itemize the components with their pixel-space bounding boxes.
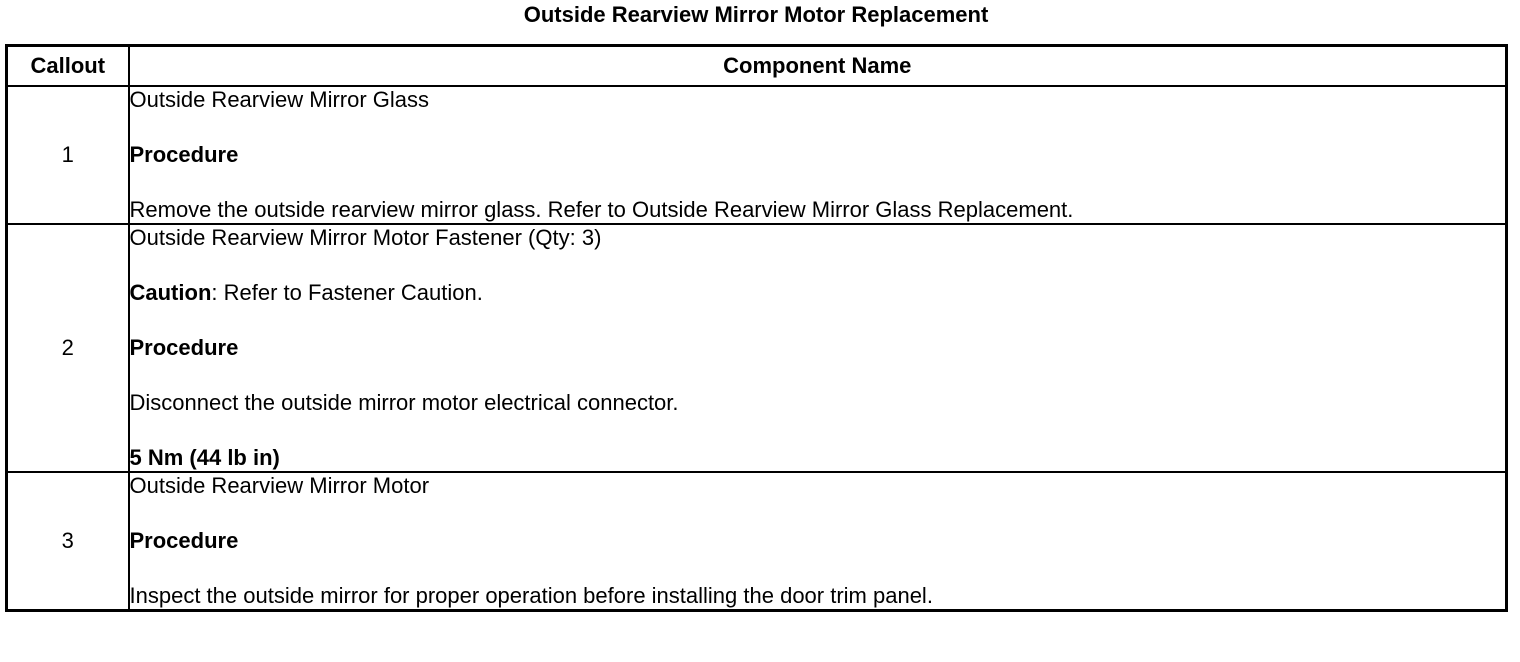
component-name-column-header: Component Name	[129, 46, 1507, 87]
component-name: Outside Rearview Mirror Motor	[129, 473, 430, 498]
component-name: Outside Rearview Mirror Motor Fastener (Qty: 3)	[129, 225, 602, 250]
procedure-step: Remove the outside rearview mirror glass. Refer to Outside Rearview Mirror Glass Replacement.	[129, 197, 1074, 222]
torque-spec: 5 Nm (44 lb in)	[129, 445, 280, 470]
caution-note	[130, 280, 1506, 306]
caution-label: Caution	[129, 280, 212, 305]
component-cell	[129, 224, 1507, 472]
procedure-step: Inspect the outside mirror for proper operation before installing the door trim panel.	[129, 583, 933, 608]
procedure-label: Procedure	[129, 528, 239, 553]
component-table	[5, 44, 1508, 612]
procedure-label: Procedure	[129, 335, 239, 360]
component-cell	[129, 86, 1507, 224]
table-row	[7, 86, 1507, 224]
callout-number: 2	[7, 224, 129, 472]
procedure-label: Procedure	[129, 142, 239, 167]
callout-number: 3	[7, 472, 129, 611]
table-row	[7, 472, 1507, 611]
callout-column-header: Callout	[7, 46, 129, 87]
table-row	[7, 224, 1507, 472]
callout-number: 1	[7, 86, 129, 224]
procedure-step: Disconnect the outside mirror motor electrical connector.	[129, 390, 679, 415]
component-cell	[129, 472, 1507, 611]
document-title: Outside Rearview Mirror Motor Replacement	[523, 2, 989, 27]
component-name: Outside Rearview Mirror Glass	[129, 87, 430, 112]
table-header-row	[7, 46, 1507, 87]
caution-text: : Refer to Fastener Caution.	[211, 280, 483, 305]
